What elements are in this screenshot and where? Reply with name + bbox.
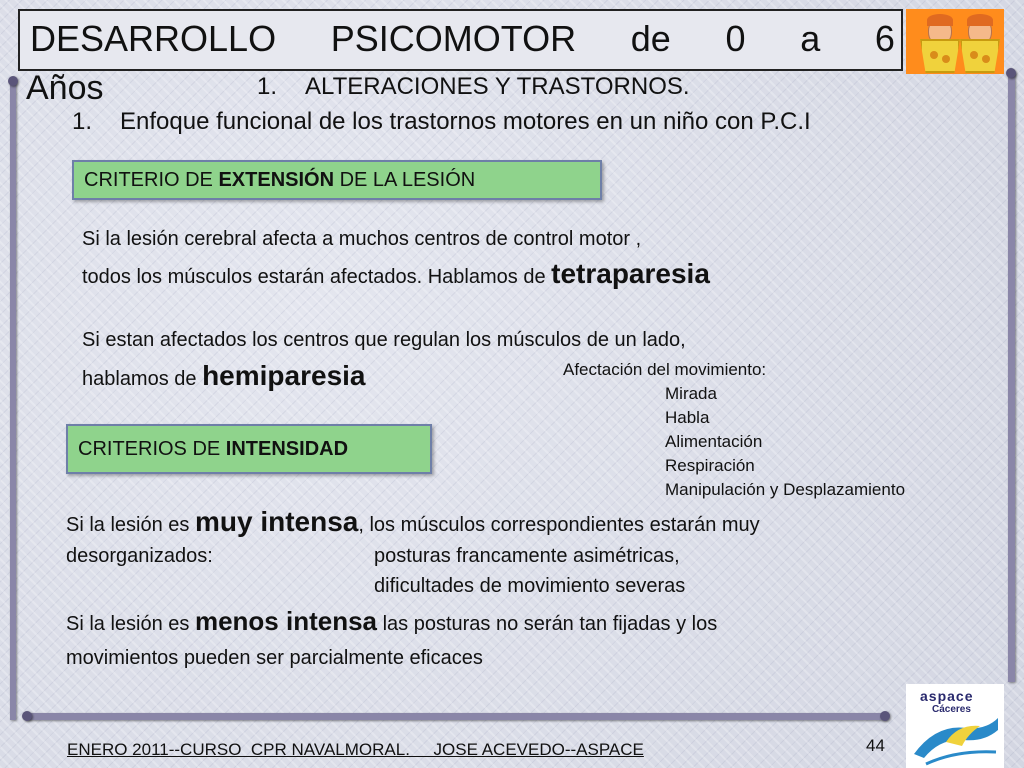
tetraparesia-line2 — [82, 258, 710, 290]
logo-wordmark: aspace — [920, 688, 974, 704]
muy-intensa-line1 — [66, 506, 760, 538]
label-text: DE LA LESIÓN — [334, 169, 476, 191]
left-bar-knob — [8, 76, 18, 86]
para-text: Si la lesión es — [66, 514, 195, 536]
para-text: las posturas no serán tan fijadas y los — [377, 613, 718, 635]
left-decorative-bar — [10, 80, 16, 720]
bottom-bar-knob-right — [880, 711, 890, 721]
pot-right — [960, 39, 1000, 73]
title-word: a — [800, 18, 821, 59]
slide-title — [30, 19, 895, 59]
para-text: Si la lesión es — [66, 613, 195, 635]
heading-text: ALTERACIONES Y TRASTORNOS. — [305, 73, 690, 100]
hemiparesia-line2 — [82, 360, 366, 392]
label-text: CRITERIOS DE — [78, 438, 226, 460]
right-decorative-bar — [1008, 72, 1015, 682]
term-muy-intensa: muy intensa — [194, 506, 359, 537]
criterio-extension-label — [72, 160, 602, 200]
afectacion-title: Afectación del movimiento: — [563, 360, 767, 379]
tetraparesia-line1: Si la lesión cerebral afecta a muchos centros de control motor , — [82, 228, 642, 250]
heading-alteraciones — [257, 73, 690, 101]
label-bold-text: INTENSIDAD — [225, 438, 349, 460]
afectacion-item: Mirada — [665, 384, 717, 403]
menos-intensa-line2: movimientos pueden ser parcialmente eficaces — [66, 647, 483, 669]
flower-pots-image — [906, 9, 1004, 74]
para-text: hablamos de — [82, 368, 203, 390]
title-word: PSICOMOTOR — [330, 18, 577, 59]
heading-text: Enfoque funcional de los trastornos motores en un niño con P.C.I — [120, 108, 811, 135]
title-word: 0 — [725, 18, 746, 59]
term-hemiparesia: hemiparesia — [202, 360, 366, 391]
muy-intensa-line2: desorganizados: — [66, 545, 213, 567]
label-bold-text: EXTENSIÓN — [218, 169, 335, 191]
muy-intensa-detail1: posturas francamente asimétricas, — [374, 545, 680, 567]
logo-subtitle: Cáceres — [932, 704, 971, 715]
title-word: DESARROLLO — [30, 18, 277, 59]
page-number: 44 — [866, 736, 885, 755]
hemiparesia-line1: Si estan afectados los centros que regulan los músculos de un lado, — [82, 329, 686, 351]
heading-enfoque — [72, 108, 811, 136]
menos-intensa-line1 — [66, 606, 717, 637]
term-tetraparesia: tetraparesia — [551, 258, 710, 289]
para-text: todos los músculos estarán afectados. Hablamos de — [82, 266, 552, 288]
pot-left — [920, 39, 960, 73]
logo-wave-icon — [906, 684, 1004, 768]
title-word: 6 — [874, 18, 895, 59]
title-continuation: Años — [26, 69, 104, 107]
muy-intensa-detail2: dificultades de movimiento severas — [374, 575, 686, 597]
bottom-decorative-bar — [26, 713, 886, 720]
para-text: , los músculos correspondientes estarán muy — [358, 514, 760, 536]
afectacion-item: Habla — [665, 408, 710, 427]
footer-text: ENERO 2011--CURSO CPR NAVALMORAL. JOSE ACEVEDO--ASPACE — [67, 740, 644, 759]
bottom-bar-knob-left — [22, 711, 32, 721]
right-bar-knob — [1006, 68, 1016, 78]
label-text: CRITERIO DE — [84, 169, 219, 191]
criterio-intensidad-label — [66, 424, 432, 474]
heading-number: 1. — [257, 73, 278, 100]
term-menos-intensa: menos intensa — [194, 606, 378, 636]
afectacion-item: Alimentación — [665, 432, 763, 451]
afectacion-item: Respiración — [665, 456, 755, 475]
aspace-logo — [906, 684, 1004, 768]
title-box — [18, 9, 903, 71]
heading-number: 1. — [72, 108, 93, 135]
afectacion-item: Manipulación y Desplazamiento — [665, 480, 906, 499]
title-word: de — [630, 18, 671, 59]
